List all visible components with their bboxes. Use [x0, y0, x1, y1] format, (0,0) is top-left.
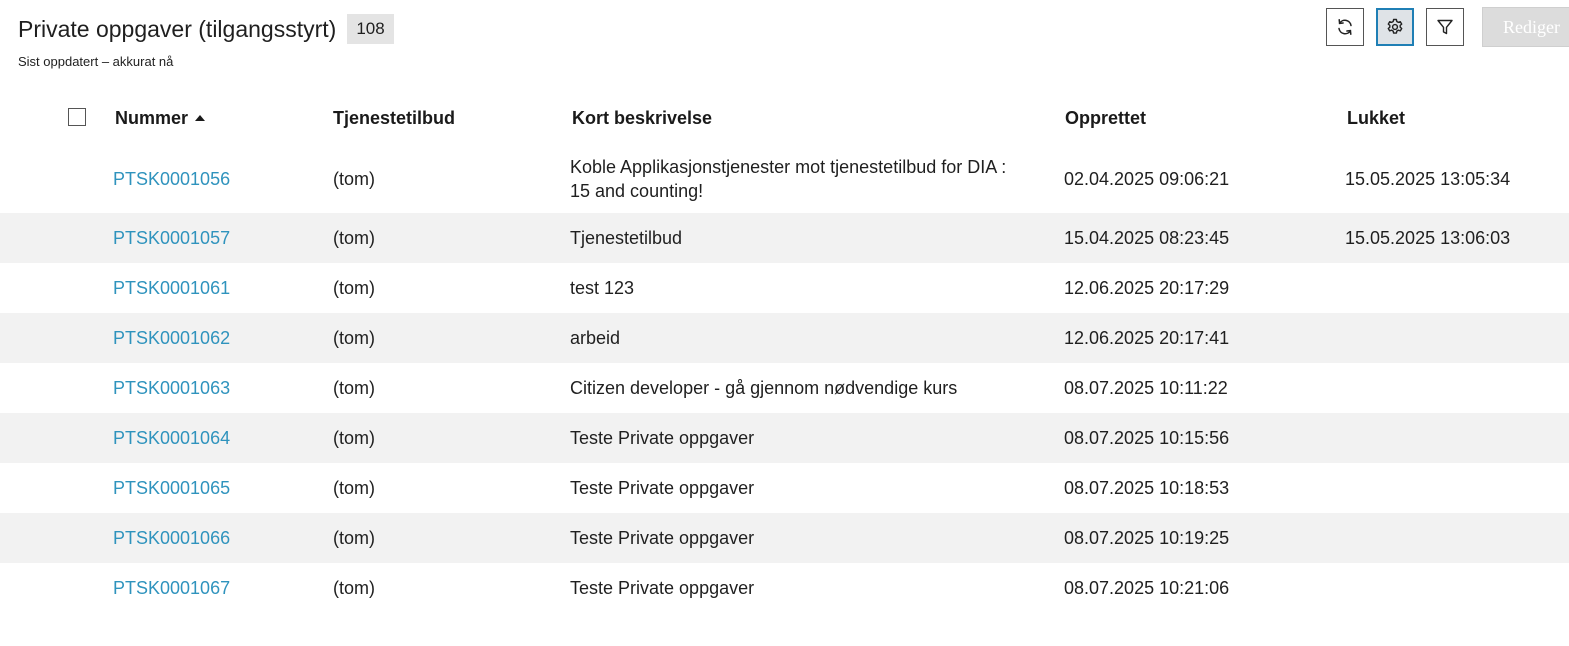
toolbar	[1326, 8, 1569, 47]
closed-cell: 15.05.2025 13:05:34	[1345, 168, 1511, 189]
created-cell: 08.07.2025 10:21:06	[1064, 578, 1230, 598]
tasks-table	[0, 94, 1569, 613]
service-cell: (tom)	[333, 278, 375, 298]
column-header-number[interactable]	[115, 108, 205, 129]
created-cell: 12.06.2025 20:17:41	[1064, 328, 1230, 348]
service-cell: (tom)	[333, 228, 375, 248]
last-updated-text: Sist oppdatert – akkurat nå	[18, 54, 174, 69]
task-number-link[interactable]: PTSK0001062	[113, 328, 231, 348]
table-row[interactable]	[0, 363, 1569, 413]
description-cell: Teste Private oppgaver	[570, 578, 755, 598]
service-cell: (tom)	[333, 328, 375, 348]
task-number-link[interactable]: PTSK0001057	[113, 228, 231, 248]
service-cell: (tom)	[333, 428, 375, 448]
description-cell: Koble Applikasjonstjenester mot tjenestetilbud for DIA : 15 and counting!	[570, 156, 1007, 201]
service-cell: (tom)	[333, 378, 375, 398]
table-header	[0, 94, 1569, 144]
description-cell: Teste Private oppgaver	[570, 428, 755, 448]
table-row[interactable]	[0, 413, 1569, 463]
table-row[interactable]	[0, 513, 1569, 563]
description-cell: arbeid	[570, 328, 621, 348]
column-header-closed[interactable]: Lukket	[1347, 108, 1406, 128]
table-row[interactable]	[0, 263, 1569, 313]
sort-ascending-icon	[195, 115, 205, 121]
created-cell: 02.04.2025 09:06:21	[1064, 168, 1230, 189]
filter-icon	[1435, 17, 1455, 37]
table-row[interactable]	[0, 313, 1569, 363]
task-number-link[interactable]: PTSK0001061	[113, 278, 231, 298]
task-number-link[interactable]: PTSK0001065	[113, 478, 231, 498]
created-cell: 12.06.2025 20:17:29	[1064, 278, 1230, 298]
refresh-icon	[1335, 17, 1355, 37]
closed-cell: 15.05.2025 13:06:03	[1345, 228, 1511, 248]
column-header-created[interactable]: Opprettet	[1065, 108, 1146, 128]
description-cell: test 123	[570, 278, 635, 298]
table-row[interactable]	[0, 563, 1569, 613]
service-cell: (tom)	[333, 168, 375, 189]
table-row[interactable]	[0, 463, 1569, 513]
record-count-badge: 108	[347, 14, 393, 44]
gear-icon	[1385, 17, 1405, 37]
settings-button[interactable]	[1376, 8, 1414, 46]
table-row[interactable]	[0, 144, 1569, 213]
refresh-button[interactable]	[1326, 8, 1364, 46]
title-row	[18, 14, 394, 44]
filter-button[interactable]	[1426, 8, 1464, 46]
created-cell: 08.07.2025 10:15:56	[1064, 428, 1230, 448]
service-cell: (tom)	[333, 478, 375, 498]
column-header-number-label: Nummer	[115, 108, 189, 128]
service-cell: (tom)	[333, 578, 375, 598]
column-header-description[interactable]: Kort beskrivelse	[572, 108, 713, 128]
task-number-link[interactable]: PTSK0001064	[113, 428, 231, 448]
description-cell: Teste Private oppgaver	[570, 528, 755, 548]
description-cell: Tjenestetilbud	[570, 228, 683, 248]
task-number-link[interactable]: PTSK0001056	[113, 168, 231, 189]
created-cell: 15.04.2025 08:23:45	[1064, 228, 1230, 248]
column-header-service[interactable]: Tjenestetilbud	[333, 108, 456, 128]
created-cell: 08.07.2025 10:18:53	[1064, 478, 1230, 498]
description-cell: Citizen developer - gå gjennom nødvendige kurs	[570, 378, 958, 398]
edit-button[interactable]: Rediger	[1482, 7, 1569, 47]
service-cell: (tom)	[333, 528, 375, 548]
page-header	[18, 14, 394, 69]
task-number-link[interactable]: PTSK0001067	[113, 578, 231, 598]
page-title: Private oppgaver (tilgangsstyrt)	[18, 15, 337, 42]
select-all-checkbox[interactable]	[68, 108, 86, 126]
task-number-link[interactable]: PTSK0001066	[113, 528, 231, 548]
task-number-link[interactable]: PTSK0001063	[113, 378, 231, 398]
table-row[interactable]	[0, 213, 1569, 263]
description-cell: Teste Private oppgaver	[570, 478, 755, 498]
created-cell: 08.07.2025 10:11:22	[1064, 378, 1228, 398]
created-cell: 08.07.2025 10:19:25	[1064, 528, 1230, 548]
